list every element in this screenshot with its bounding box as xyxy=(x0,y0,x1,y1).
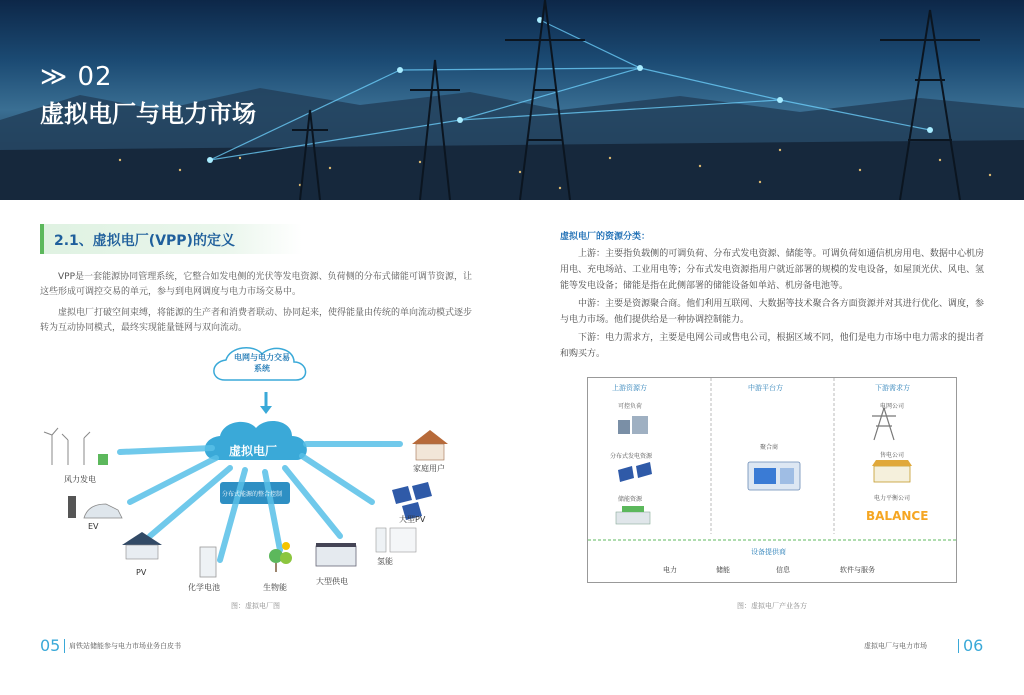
definition-paragraph-1: VPP是一套能源协同管理系统，它整合如发电侧的光伏等发电资源、负荷侧的分布式储能可调节资源，让这些形成可调控交易的单元，参与到电网调度与电力市场交易中。 xyxy=(40,272,472,297)
node-bioenergy: 生物能 xyxy=(263,583,287,592)
supplier-row-title: 设备提供商 xyxy=(751,548,786,556)
downstream-paragraph: 下游：电力需求方，主要是电网公司或售电公司，根据区域不同，他们是电力市场中电力需求的提出者和购买方。 xyxy=(560,333,984,359)
midstream-paragraph: 中游：主要是资源聚合商。他们利用互联网、大数据等技术聚合各方面资源并对其进行优化、调度，参与电力市场。他们提供给是一种协调控制能力。 xyxy=(560,299,984,325)
double-chevron-icon: ≫ xyxy=(40,62,69,92)
node-household: 家庭用户 xyxy=(413,464,445,473)
supplier-power: 电力 xyxy=(663,566,677,574)
upstream-column-title: 上游资源方 xyxy=(612,384,647,392)
supplier-information: 信息 xyxy=(776,566,790,574)
node-wind: 风力发电 xyxy=(64,475,96,484)
vpp-center-label: 虚拟电厂 xyxy=(229,444,278,458)
section-number-text: 02 xyxy=(77,62,113,92)
downstream-item-balance-company: 电力平衡公司 xyxy=(874,495,911,502)
node-ev: EV xyxy=(88,522,99,531)
right-figure-caption: 图：虚拟电厂产业各方 xyxy=(737,602,807,610)
node-chemical-battery: 化学电池 xyxy=(188,583,220,592)
midstream-column-title: 中游平台方 xyxy=(748,384,783,392)
left-footer-text: 肩铁站储能参与电力市场业务白皮书 xyxy=(69,642,181,650)
upstream-item-storage: 储能资源 xyxy=(618,496,643,503)
subsection-heading xyxy=(40,224,302,254)
upstream-item-distributed-gen: 分布式发电资源 xyxy=(610,453,653,460)
integration-ribbon-label: 分布式能源的整合控制 xyxy=(222,491,283,498)
industry-chain-figure xyxy=(587,377,957,583)
grid-trading-system-label: 电网与电力交易系统 xyxy=(234,353,290,373)
node-large-pv: 大型PV xyxy=(399,515,426,524)
section-number xyxy=(40,62,113,92)
right-footer-text: 虚拟电厂与电力市场 xyxy=(864,642,927,650)
definition-paragraph-2: 虚拟电厂打破空间束缚，将能源的生产者和消费者联动、协同起来，使得能量由传统的单向流动模式逐步转为互动协同模式，最终实现能量链网与双向流动。 xyxy=(40,308,473,333)
upstream-item-controllable-load: 可控负荷 xyxy=(618,403,643,410)
midstream-item-aggregator: 聚合商 xyxy=(760,444,779,451)
left-page-number: 05 xyxy=(40,636,61,655)
supplier-storage: 储能 xyxy=(716,566,730,574)
section-title: 虚拟电厂与电力市场 xyxy=(40,100,256,128)
node-large-supply: 大型供电 xyxy=(316,577,348,586)
left-footer-divider xyxy=(64,639,65,653)
node-hydrogen: 氢能 xyxy=(377,557,393,566)
downstream-item-retail-company: 售电公司 xyxy=(880,452,905,459)
downstream-column-title: 下游需求方 xyxy=(875,384,910,392)
subsection-heading-text: 2.1、虚拟电厂(VPP)的定义 xyxy=(54,233,235,249)
balance-logo: BALANCE xyxy=(866,509,929,523)
header-banner xyxy=(0,0,1024,200)
downstream-item-grid-company: 电网公司 xyxy=(880,403,905,410)
right-page-number: 06 xyxy=(963,636,984,655)
left-figure-caption: 图：虚拟电厂图 xyxy=(231,602,280,610)
upstream-paragraph: 上游：主要指负载侧的可调负荷、分布式发电资源、储能等。可调负荷如通信机房用电、数据中心机房用电、充电场站、工业用电等；分布式发电资源指用户就近部署的规模的发电设备，如屋顶光伏、风电、氢能等发电设备；储能是指在此侧部署的储能设备如单站、机房备电池等。 xyxy=(560,249,984,291)
node-pv: PV xyxy=(136,568,147,577)
supplier-software: 软件与服务 xyxy=(840,566,875,574)
resource-classification-heading: 虚拟电厂的资源分类： xyxy=(560,232,651,242)
right-footer-divider xyxy=(958,639,959,653)
